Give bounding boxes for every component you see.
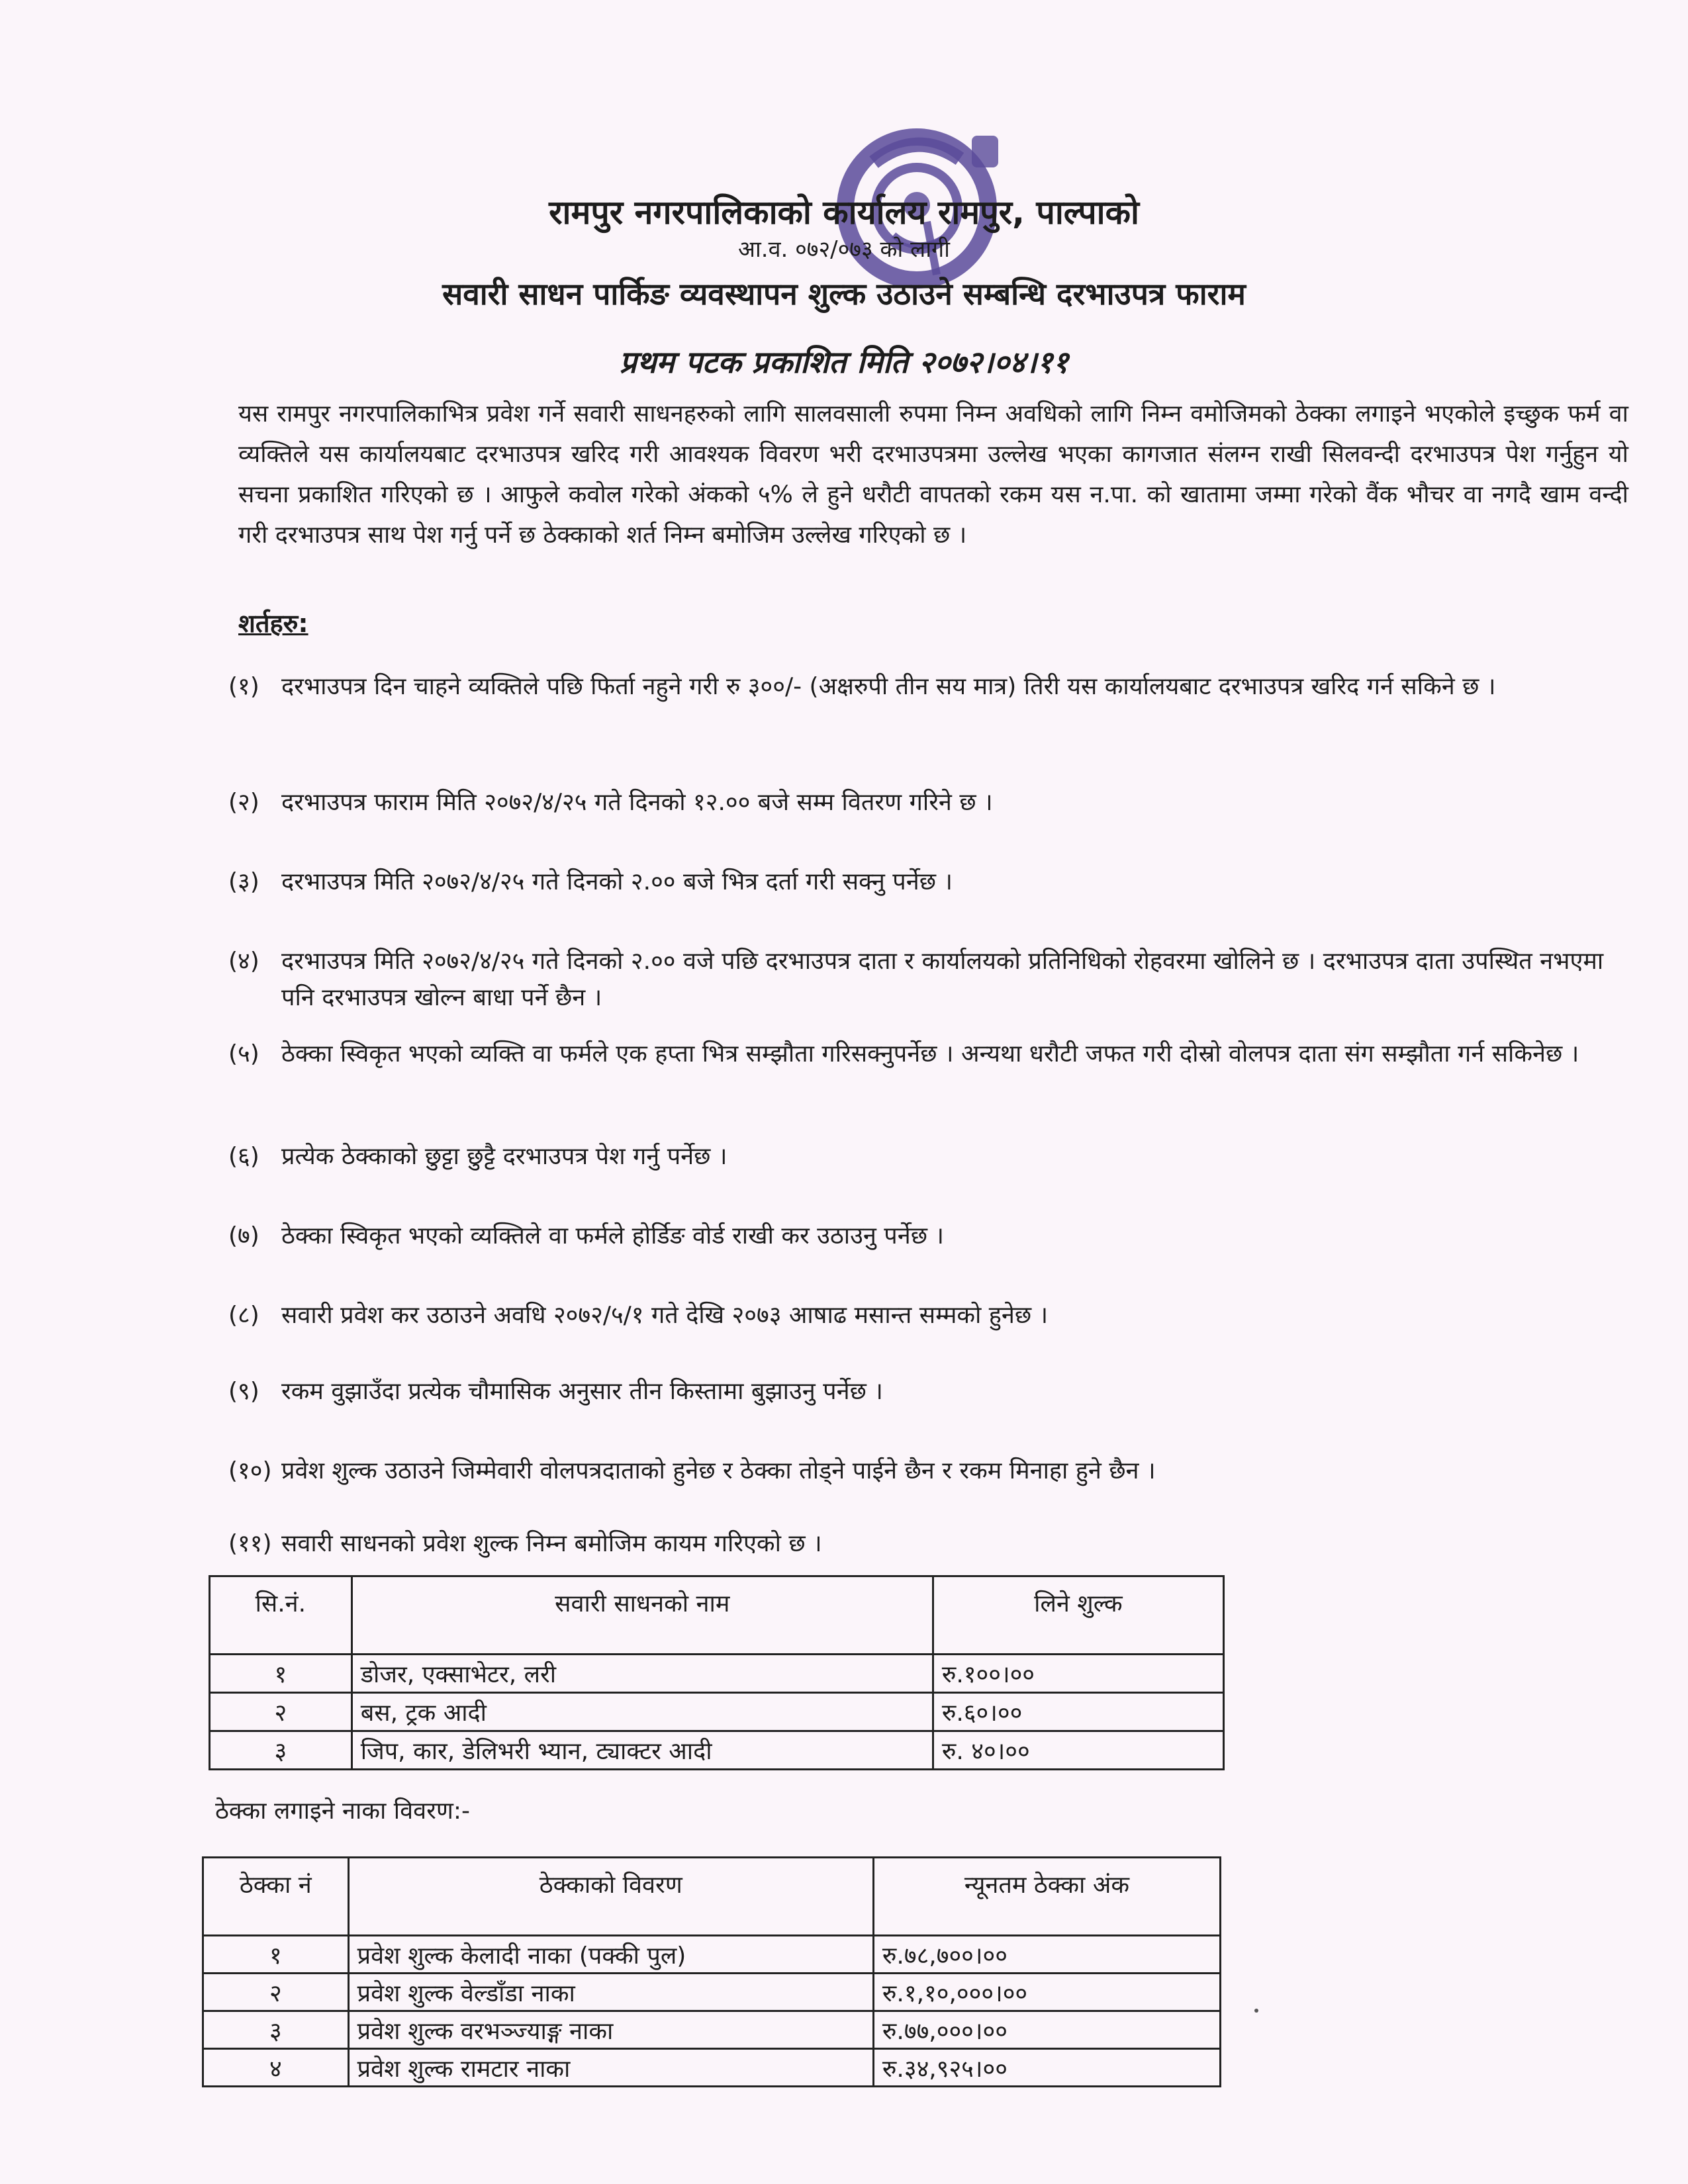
condition-number: (१०) <box>228 1457 272 1484</box>
table-cell: १ <box>203 1936 349 1974</box>
column-header: न्यूनतम ठेक्का अंक <box>873 1858 1220 1936</box>
column-header: ठेक्का नं <box>203 1858 349 1936</box>
table-row <box>203 1936 1221 1974</box>
column-header: लिने शुल्क <box>933 1576 1223 1655</box>
condition-item <box>228 784 1638 821</box>
table-cell: ४ <box>203 2049 349 2087</box>
condition-item <box>228 1138 1638 1175</box>
condition-number: (३) <box>228 868 259 895</box>
table-cell: ३ <box>203 2011 349 2049</box>
condition-text: प्रवेश शुल्क उठाउने जिम्मेवारी वोलपत्रदाताको हुनेछ र ठेक्का तोड्ने पाईने छैन र रकम मिनाहा हुने छैन । <box>281 1457 1156 1484</box>
table-row <box>203 2011 1221 2049</box>
condition-number: (७) <box>228 1222 259 1250</box>
table-cell: ३ <box>210 1731 352 1770</box>
condition-number: (९) <box>228 1378 259 1405</box>
table-header-row <box>203 1858 1221 1936</box>
table-row <box>210 1655 1224 1693</box>
condition-text: रकम वुझाउँदा प्रत्येक चौमासिक अनुसार तीन किस्तामा बुझाउनु पर्नेछ । <box>281 1378 883 1405</box>
table-cell: रु.१,१०,०००।०० <box>873 1974 1220 2011</box>
column-header: सि.नं. <box>210 1576 352 1655</box>
condition-text: ठेक्का स्विकृत भएको व्यक्ति वा फर्मले एक हप्ता भित्र सम्झौता गरिसक्नुपर्नेछ । अन्यथा धरौटी जफत गरी दोस्रो वोलपत्र दाता संग सम्झौता गर्न सकिनेछ । <box>281 1040 1579 1068</box>
table-cell: बस, ट्रक आदी <box>352 1693 933 1731</box>
vehicle-fee-table <box>209 1575 1225 1770</box>
condition-text: दरभाउपत्र मिति २०७२/४/२५ गते दिनको २.०० बजे भित्र दर्ता गरी सक्नु पर्नेछ । <box>281 868 953 895</box>
ink-speck <box>1254 2009 1258 2013</box>
table-row <box>210 1731 1224 1770</box>
table-cell: रु.७७,०००।०० <box>873 2011 1220 2049</box>
table-row <box>203 1974 1221 2011</box>
table-header-row <box>210 1576 1224 1655</box>
condition-text: प्रत्येक ठेक्काको छुट्टा छुट्टै दरभाउपत्र पेश गर्नु पर्नेछ । <box>281 1143 727 1170</box>
document-title: सवारी साधन पार्किङ व्यवस्थापन शुल्क उठाउने सम्बन्धि दरभाउपत्र फाराम <box>442 276 1246 312</box>
condition-text: दरभाउपत्र फाराम मिति २०७२/४/२५ गते दिनको १२.०० बजे सम्म वितरण गरिने छ । <box>281 789 993 816</box>
condition-text: सवारी प्रवेश कर उठाउने अवधि २०७२/५/१ गते देखि २०७३ आषाढ मसान्त सम्मको हुनेछ । <box>281 1302 1049 1329</box>
table-row <box>210 1693 1224 1731</box>
table-cell: रु.७८,७००।०० <box>873 1936 1220 1974</box>
condition-item <box>228 1218 1638 1254</box>
condition-number: (११) <box>228 1530 272 1557</box>
condition-item <box>228 1453 1638 1489</box>
table-cell: डोजर, एक्साभेटर, लरी <box>352 1655 933 1693</box>
table-cell: प्रवेश शुल्क केलादी नाका (पक्की पुल) <box>348 1936 873 1974</box>
condition-item <box>228 1525 1638 1562</box>
condition-text: ठेक्का स्विकृत भएको व्यक्तिले वा फर्मले होर्डिङ वोर्ड राखी कर उठाउनु पर्नेछ । <box>281 1222 945 1250</box>
table-cell: रु.६०।०० <box>933 1693 1223 1731</box>
office-name: रामपुर नगरपालिकाको कार्यालय रामपुर, पाल्पाको <box>549 193 1139 232</box>
condition-number: (२) <box>228 789 259 816</box>
condition-item <box>228 943 1638 1011</box>
table-cell: २ <box>203 1974 349 2011</box>
condition-item <box>228 864 1638 900</box>
table-cell: प्रवेश शुल्क रामटार नाका <box>348 2049 873 2087</box>
condition-item <box>228 1297 1638 1334</box>
conditions-heading: शर्तहरु: <box>238 609 308 638</box>
condition-item <box>228 1373 1638 1410</box>
condition-number: (४) <box>228 948 259 975</box>
table-cell: रु.१००।०० <box>933 1655 1223 1693</box>
column-header: ठेक्काको विवरण <box>348 1858 873 1936</box>
column-header: सवारी साधनको नाम <box>352 1576 933 1655</box>
condition-number: (६) <box>228 1143 259 1170</box>
condition-text: सवारी साधनको प्रवेश शुल्क निम्न बमोजिम कायम गरिएको छ । <box>281 1530 822 1557</box>
table-cell: प्रवेश शुल्क वेल्डाँडा नाका <box>348 1974 873 2011</box>
table-cell: प्रवेश शुल्क वरभञ्ज्याङ्ग नाका <box>348 2011 873 2049</box>
fiscal-year: आ.व. ०७२/०७३ को लागी <box>738 236 950 263</box>
condition-number: (५) <box>228 1040 259 1068</box>
condition-number: (१) <box>228 673 259 700</box>
table-cell: १ <box>210 1655 352 1693</box>
condition-item <box>228 1036 1638 1072</box>
naka-contract-table <box>202 1856 1221 2087</box>
publish-date: प्रथम पटक प्रकाशित मिति २०७२।०४।११ <box>619 344 1069 380</box>
condition-item <box>228 668 1638 705</box>
naka-heading: ठेक्का लगाइने नाका विवरण:- <box>215 1797 470 1825</box>
condition-text: दरभाउपत्र मिति २०७२/४/२५ गते दिनको २.०० वजे पछि दरभाउपत्र दाता र कार्यालयको प्रतिनिधिको रोहवरमा खोलिने छ । दरभाउपत्र दाता उपस्थित नभएमा पनि दरभाउपत्र खोल्न बाधा पर्ने छैन । <box>281 948 1604 1011</box>
table-row <box>203 2049 1221 2087</box>
intro-paragraph: यस रामपुर नगरपालिकाभित्र प्रवेश गर्ने सवारी साधनहरुको लागि सालवसाली रुपमा निम्न अवधिको लागि निम्न वमोजिमको ठेक्का लगाइने भएकोले इच्छुक फर्म वा व्यक्तिले यस कार्यालयबाट दरभाउपत्र खरिद गरी आवश्यक विवरण भरी दरभाउपत्रमा उल्लेख भएका कागजात संलग्न राखी सिलवन्दी दरभाउपत्र पेश गर्नुहुन यो सचना प्रकाशित गरिएको छ । आफुले कवोल गरेको अंकको ५% ले हुने धरौटी वापतको रकम यस न.पा. को खातामा जम्मा गरेको वैंक भौचर वा नगदै खाम वन्दी गरी दरभाउपत्र साथ पेश गर्नु पर्ने छ ठेक्काको शर्त निम्न बमोजिम उल्लेख गरिएको छ । <box>238 400 1628 549</box>
table-cell: २ <box>210 1693 352 1731</box>
table-cell: रु.३४,९२५।०० <box>873 2049 1220 2087</box>
condition-number: (८) <box>228 1302 259 1329</box>
table-cell: रु. ४०।०० <box>933 1731 1223 1770</box>
table-cell: जिप, कार, डेलिभरी भ्यान, ट्याक्टर आदी <box>352 1731 933 1770</box>
condition-text: दरभाउपत्र दिन चाहने व्यक्तिले पछि फिर्ता नहुने गरी रु ३००/- (अक्षरुपी तीन सय मात्र) तिरी यस कार्यालयबाट दरभाउपत्र खरिद गर्न सकिने छ । <box>281 673 1496 700</box>
